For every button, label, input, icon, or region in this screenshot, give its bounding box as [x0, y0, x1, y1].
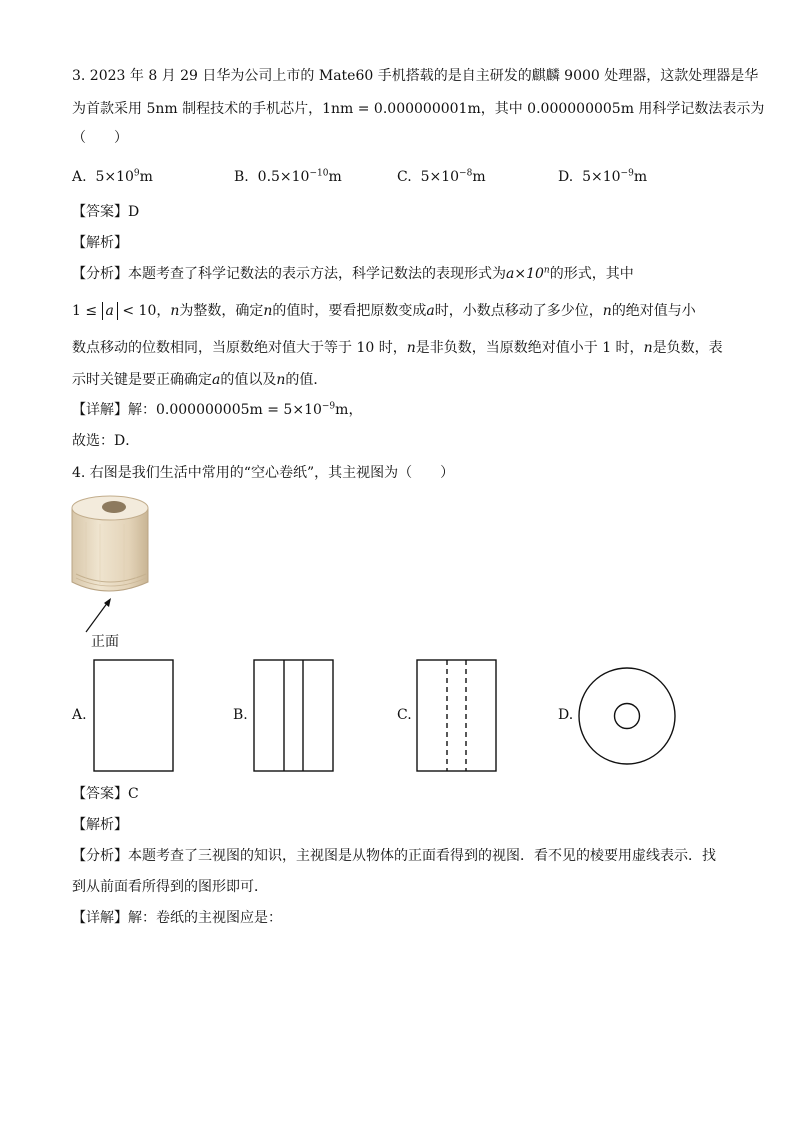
q4-option-b-figure — [253, 659, 335, 773]
q4-option-d-letter: D. — [558, 707, 574, 723]
q4-question: 4. 右图是我们生活中常用的“空心卷纸”，其主视图为（ ） — [72, 465, 455, 481]
q3-option-a: A. $5\times 10^9m$ — [72, 168, 153, 185]
q4-option-c-figure — [416, 659, 498, 773]
q4-option-a-figure — [93, 659, 175, 773]
q3-line-2: 为首款采用 5nm 制程技术的手机芯片，1nm = 0.000000001m，其中 0.000000005m 用科学记数法表示为 — [72, 101, 765, 117]
front-label: 正面 — [91, 634, 119, 650]
q4-option-d-figure — [577, 666, 677, 766]
q4-option-a-letter: A. — [72, 707, 87, 723]
q4-option-c-letter: C. — [397, 707, 412, 723]
q4-answer: 【答案】C — [72, 786, 139, 802]
q4-jiexi: 【解析】 — [72, 817, 128, 833]
q3-line-3: （ ） — [72, 130, 128, 146]
toilet-roll-image — [66, 492, 156, 612]
q3-choice: 故选：D． — [72, 433, 140, 449]
q3-option-b: B. $0.5\times 10^{-10}m$ — [234, 168, 342, 185]
q3-detail: 【详解】解：$0.000000005m = 5\times 10^{-9}m$， — [72, 401, 363, 418]
q4-analysis-line-2: 到从前面看所得到的图形即可． — [72, 879, 268, 895]
q3-analysis-line-4: 示时关键是要正确确定a的值以及n的值． — [72, 372, 328, 388]
q4-analysis-line-1: 【分析】本题考查了三视图的知识，主视图是从物体的正面看得到的视图．看不见的棱要用虚线表示．找 — [72, 848, 716, 864]
q3-analysis-line-3: 数点移动的位数相同，当原数绝对值大于等于 10 时，n是非负数，当原数绝对值小于 1 时，n是负数，表 — [72, 340, 723, 356]
q3-line-1: 3. 2023 年 8 月 29 日华为公司上市的 Mate60 手机搭载的是自主研发的麒麟 9000 处理器，这款处理器是华 — [72, 68, 759, 84]
q3-jiexi: 【解析】 — [72, 235, 128, 251]
q3-option-d: D. $5\times 10^{-9}m$ — [558, 168, 648, 185]
q3-analysis-line-1: 【分析】本题考查了科学记数法的表示方法，科学记数法的表现形式为$a\times 10^n$的形式，其中 — [72, 265, 634, 282]
q4-option-b-letter: B. — [233, 707, 248, 723]
abs-value-a: a — [102, 302, 118, 320]
q4-detail: 【详解】解：卷纸的主视图应是： — [72, 910, 282, 926]
q3-option-c: C. $5\times 10^{-8}m$ — [397, 168, 486, 185]
q3-answer: 【答案】D — [72, 204, 140, 220]
front-arrow-icon — [80, 596, 120, 636]
q3-analysis-line-2: 1 ≤ a < 10，n为整数，确定n的值时，要看把原数变成a时，小数点移动了多少位，n的绝对值与小 — [72, 303, 696, 319]
